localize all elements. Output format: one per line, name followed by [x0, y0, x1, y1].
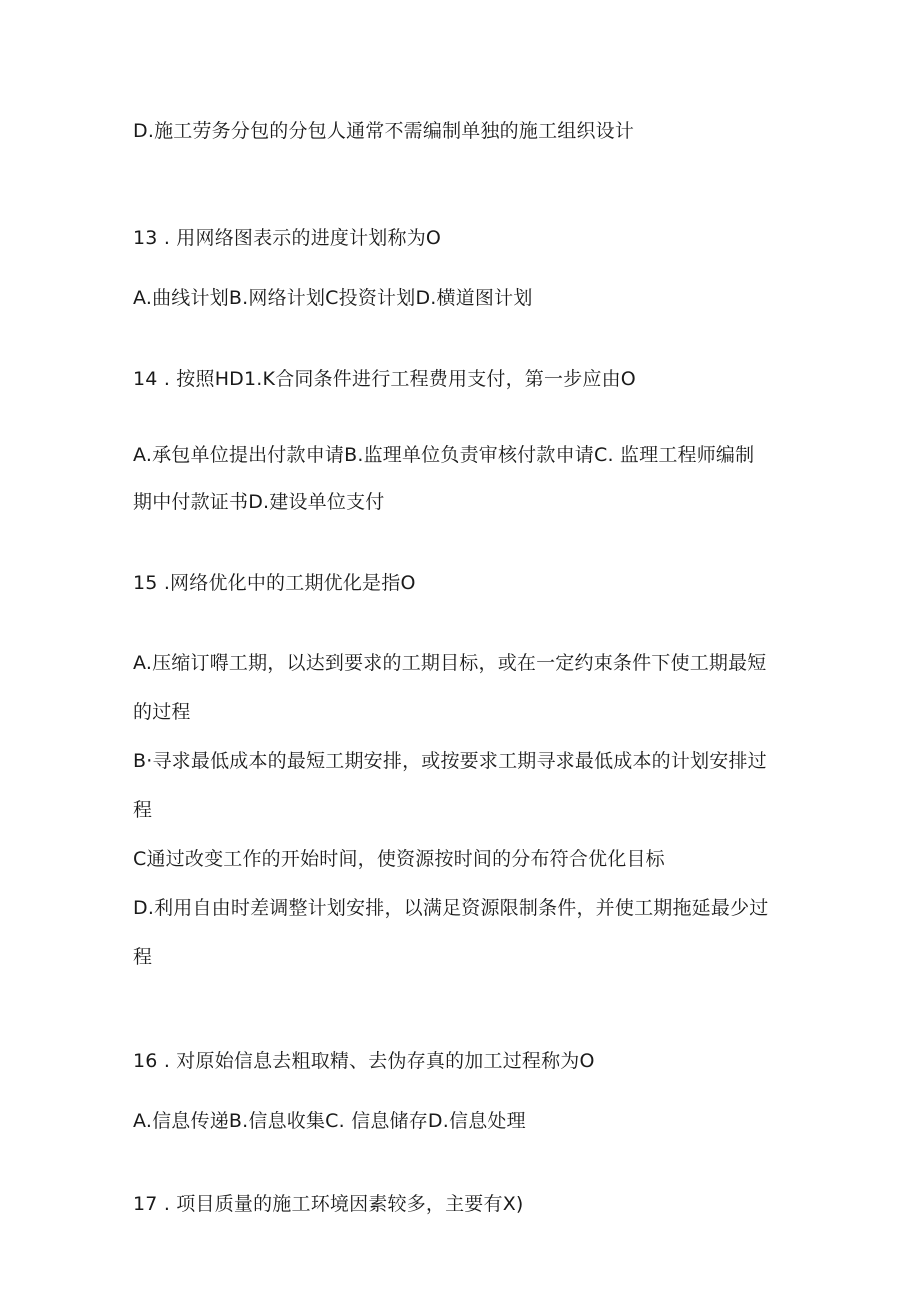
question-16: 16 . 对原始信息去粗取精、去伪存真的加工过程称为O: [133, 1050, 595, 1072]
question-17: 17 . 项目质量的施工环境因素较多，主要有X): [133, 1193, 524, 1215]
option-12-d: D.施工劳务分包的分包人通常不需编制单独的施工组织设计: [133, 120, 635, 142]
question-13: 13 . 用网络图表示的进度计划称为O: [133, 227, 442, 249]
options-14-line-1: A.承包单位提出付款申请B.监理单位负责审核付款申请C. 监理工程师编制: [133, 444, 755, 466]
option-15-a-line-1: A.压缩订嘚工期，以达到要求的工期目标，或在一定约束条件下使工期最短: [133, 652, 767, 674]
options-14-line-2: 期中付款证书D.建设单位支付: [133, 491, 385, 513]
options-16: A.信息传递B.信息收集C. 信息储存D.信息处理: [133, 1110, 526, 1132]
question-15: 15 .网络优化中的工期优化是指O: [133, 572, 416, 594]
option-15-d-line-2: 程: [133, 946, 153, 968]
option-15-a-line-2: 的过程: [133, 701, 191, 723]
question-14: 14 . 按照HD1.K合同条件进行工程费用支付，第一步应由O: [133, 368, 636, 390]
options-13: A.曲线计划B.网络计划C投资计划D.横道图计划: [133, 287, 533, 309]
option-15-d-line-1: D.利用自由时差调整计划安排，以满足资源限制条件，并使工期拖延最少过: [133, 897, 769, 919]
option-15-c: C通过改变工作的开始时间，使资源按时间的分布符合优化目标: [133, 848, 665, 870]
option-15-b-line-2: 程: [133, 799, 153, 821]
option-15-b-line-1: B·寻求最低成本的最短工期安排，或按要求工期寻求最低成本的计划安排过: [133, 750, 767, 772]
